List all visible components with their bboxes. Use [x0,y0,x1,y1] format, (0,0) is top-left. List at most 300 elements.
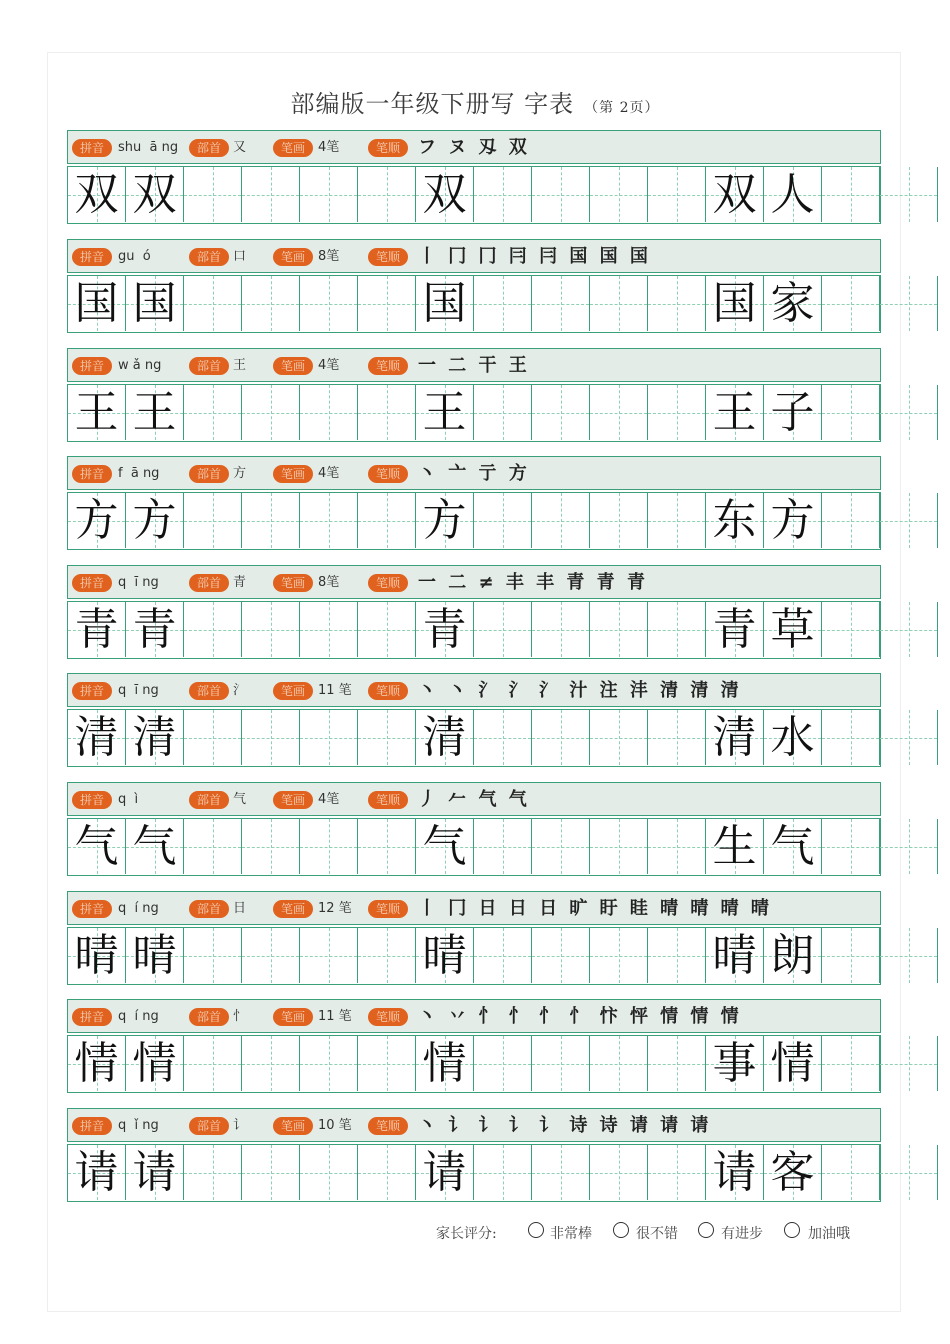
writing-cell[interactable] [880,602,938,657]
practice-character [300,819,357,874]
practice-character: 清 [74,712,119,763]
writing-cell[interactable] [300,493,358,548]
practice-character [880,819,937,874]
writing-cell[interactable] [242,493,300,548]
writing-cell[interactable] [126,493,184,548]
writing-cell[interactable] [242,602,300,657]
practice-character [184,385,241,440]
writing-cell[interactable] [648,385,706,440]
practice-character [590,1036,647,1091]
strokes-value: 11 笔 [318,1009,352,1024]
practice-character [822,385,879,440]
practice-character [822,167,879,222]
practice-character [358,1036,415,1091]
writing-cell[interactable] [184,710,242,765]
writing-cell[interactable] [648,167,706,222]
writing-cell[interactable] [300,167,358,222]
practice-character [184,602,241,657]
writing-grid [67,1035,881,1093]
writing-cell[interactable] [126,928,184,983]
writing-cell[interactable] [68,167,126,222]
writing-cell[interactable] [416,819,474,874]
radical-badge: 部首 [189,682,229,700]
writing-cell[interactable] [764,928,822,983]
strokes-badge: 笔画 [273,1117,313,1135]
writing-cell[interactable] [822,602,880,657]
practice-character: 双 [422,169,467,220]
writing-cell[interactable] [822,1036,880,1091]
writing-cell[interactable] [242,1145,300,1200]
practice-character [532,276,589,331]
practice-character: 国 [74,278,119,329]
info-header [67,348,881,382]
pinyin-value: q ǐ ng [118,1118,159,1133]
practice-character [590,710,647,765]
page-number-note: （第 2页） [584,100,660,116]
practice-character [358,602,415,657]
writing-cell[interactable] [474,1036,532,1091]
writing-cell[interactable] [706,602,764,657]
writing-cell[interactable] [358,928,416,983]
pinyin-badge: 拼音 [72,357,112,375]
radical-value: 青 [233,575,247,590]
strokes-badge: 笔画 [273,465,313,483]
strokes-value: 4笔 [318,792,340,807]
writing-cell[interactable] [358,167,416,222]
writing-cell[interactable] [822,819,880,874]
pinyin-value: q í ng [118,901,159,916]
writing-cell[interactable] [532,928,590,983]
writing-cell[interactable] [126,1145,184,1200]
writing-cell[interactable] [416,928,474,983]
writing-cell[interactable] [358,602,416,657]
radical-value: 忄 [233,1009,247,1024]
writing-cell[interactable] [648,602,706,657]
writing-cell[interactable] [822,493,880,548]
practice-character [648,1036,705,1091]
writing-cell[interactable] [416,1145,474,1200]
practice-character [242,928,299,983]
practice-character: 方 [74,495,119,546]
writing-cell[interactable] [880,819,938,874]
writing-cell[interactable] [416,493,474,548]
writing-cell[interactable] [416,167,474,222]
practice-character [474,167,531,222]
practice-character: 清 [422,712,467,763]
practice-character [300,710,357,765]
writing-cell[interactable] [880,710,938,765]
practice-character [532,602,589,657]
practice-character [880,928,937,983]
writing-cell[interactable] [880,493,938,548]
writing-cell[interactable] [184,1036,242,1091]
writing-cell[interactable] [822,928,880,983]
writing-cell[interactable] [706,167,764,222]
info-header [67,891,881,925]
writing-cell[interactable] [590,276,648,331]
practice-character [880,167,937,222]
practice-character [648,1145,705,1200]
writing-cell[interactable] [242,385,300,440]
writing-cell[interactable] [416,1036,474,1091]
writing-cell[interactable] [242,1036,300,1091]
writing-cell[interactable] [880,385,938,440]
practice-character [590,276,647,331]
character-block [67,891,881,985]
practice-character [648,928,705,983]
writing-cell[interactable] [184,385,242,440]
stroke-order: 丶 讠 讠 讠 讠 诗 诗 请 请 请 [418,1115,712,1136]
writing-cell[interactable] [648,493,706,548]
writing-cell[interactable] [68,710,126,765]
writing-cell[interactable] [532,167,590,222]
writing-cell[interactable] [822,276,880,331]
practice-character: 生 [712,821,757,872]
stroke-order: 丶 亠 亍 方 [418,463,530,484]
writing-cell[interactable] [300,602,358,657]
writing-cell[interactable] [68,819,126,874]
writing-cell[interactable] [532,1145,590,1200]
practice-character [532,385,589,440]
writing-cell[interactable] [242,167,300,222]
writing-cell[interactable] [764,710,822,765]
pinyin-badge: 拼音 [72,248,112,266]
radical-badge: 部首 [189,248,229,266]
writing-cell[interactable] [68,928,126,983]
writing-cell[interactable] [300,819,358,874]
practice-character [474,819,531,874]
writing-cell[interactable] [648,1145,706,1200]
writing-cell[interactable] [184,819,242,874]
practice-character: 气 [422,821,467,872]
writing-cell[interactable] [590,928,648,983]
writing-cell[interactable] [126,276,184,331]
practice-character [184,167,241,222]
character-block [67,130,881,224]
writing-cell[interactable] [590,167,648,222]
writing-cell[interactable] [706,928,764,983]
writing-cell[interactable] [184,1145,242,1200]
writing-cell[interactable] [706,1036,764,1091]
rating-radio-3[interactable] [698,1222,714,1238]
practice-character: 王 [422,387,467,438]
writing-cell[interactable] [880,167,938,222]
writing-cell[interactable] [184,493,242,548]
strokes-badge: 笔画 [273,139,313,157]
writing-cell[interactable] [68,602,126,657]
writing-cell[interactable] [68,493,126,548]
practice-character [184,819,241,874]
stroke-order: 一 二 干 王 [418,355,530,376]
stroke-order: 一 二 ≠ 丰 丰 青 青 青 [418,572,648,593]
writing-cell[interactable] [242,819,300,874]
writing-cell[interactable] [300,1145,358,1200]
practice-character [300,1145,357,1200]
writing-cell[interactable] [416,385,474,440]
writing-cell[interactable] [474,276,532,331]
practice-character: 事 [712,1038,757,1089]
practice-character [648,493,705,548]
writing-cell[interactable] [764,276,822,331]
writing-cell[interactable] [242,928,300,983]
practice-character [358,493,415,548]
stroke-order: 丨 冂 冂 冃 冃 国 国 国 [418,246,651,267]
practice-character: 情 [422,1038,467,1089]
writing-cell[interactable] [706,1145,764,1200]
order-badge: 笔顺 [368,357,408,375]
writing-cell[interactable] [648,819,706,874]
writing-cell[interactable] [822,385,880,440]
practice-character: 情 [770,1038,815,1089]
writing-cell[interactable] [358,1145,416,1200]
practice-character [532,167,589,222]
writing-cell[interactable] [474,1145,532,1200]
writing-cell[interactable] [184,602,242,657]
writing-cell[interactable] [590,602,648,657]
radical-value: 讠 [233,1118,247,1133]
writing-cell[interactable] [532,602,590,657]
writing-cell[interactable] [300,1036,358,1091]
writing-cell[interactable] [474,493,532,548]
writing-cell[interactable] [590,1036,648,1091]
writing-cell[interactable] [648,276,706,331]
practice-character [822,276,879,331]
practice-character [474,276,531,331]
writing-cell[interactable] [648,1036,706,1091]
strokes-value: 4笔 [318,140,340,155]
writing-cell[interactable] [358,385,416,440]
writing-cell[interactable] [822,710,880,765]
writing-cell[interactable] [358,276,416,331]
writing-cell[interactable] [706,385,764,440]
practice-character: 王 [132,387,177,438]
writing-cell[interactable] [358,710,416,765]
writing-cell[interactable] [706,819,764,874]
pinyin-badge: 拼音 [72,1117,112,1135]
practice-character [242,493,299,548]
radical-badge: 部首 [189,465,229,483]
writing-cell[interactable] [474,167,532,222]
writing-cell[interactable] [68,276,126,331]
writing-cell[interactable] [764,493,822,548]
practice-character: 情 [132,1038,177,1089]
writing-cell[interactable] [764,167,822,222]
writing-cell[interactable] [880,276,938,331]
writing-cell[interactable] [590,819,648,874]
writing-cell[interactable] [184,167,242,222]
writing-cell[interactable] [532,276,590,331]
writing-cell[interactable] [474,710,532,765]
practice-character: 请 [132,1147,177,1198]
stroke-order: 丶 丷 忄 忄 忄 忄 忭 怦 情 情 情 [418,1006,742,1027]
writing-cell[interactable] [68,1036,126,1091]
rating-radio-4[interactable] [784,1222,800,1238]
rating-radio-1[interactable] [528,1222,544,1238]
writing-cell[interactable] [416,602,474,657]
writing-cell[interactable] [300,710,358,765]
writing-cell[interactable] [532,819,590,874]
practice-character [532,928,589,983]
writing-cell[interactable] [300,276,358,331]
writing-cell[interactable] [300,928,358,983]
practice-character [880,1145,937,1200]
writing-cell[interactable] [416,276,474,331]
parent-rating-label: 家长评分: [436,1226,497,1242]
strokes-value: 4笔 [318,358,340,373]
strokes-value: 8笔 [318,249,340,264]
writing-cell[interactable] [126,710,184,765]
writing-cell[interactable] [358,819,416,874]
practice-character [300,1036,357,1091]
writing-cell[interactable] [532,710,590,765]
practice-character [648,276,705,331]
writing-cell[interactable] [532,1036,590,1091]
character-block [67,673,881,767]
pinyin-badge: 拼音 [72,791,112,809]
practice-character [590,819,647,874]
practice-character [532,710,589,765]
info-header [67,239,881,273]
writing-cell[interactable] [126,1036,184,1091]
practice-character: 晴 [712,930,757,981]
writing-cell[interactable] [126,602,184,657]
writing-cell[interactable] [764,602,822,657]
writing-cell[interactable] [648,928,706,983]
writing-cell[interactable] [532,385,590,440]
writing-cell[interactable] [68,1145,126,1200]
rating-radio-2[interactable] [613,1222,629,1238]
writing-cell[interactable] [474,819,532,874]
writing-cell[interactable] [416,710,474,765]
rating-option-4: 加油哦 [808,1226,850,1242]
practice-character: 东 [712,495,757,546]
info-header [67,456,881,490]
practice-character: 晴 [74,930,119,981]
writing-grid [67,166,881,224]
writing-grid [67,492,881,550]
writing-cell[interactable] [880,1145,938,1200]
practice-character: 气 [770,821,815,872]
writing-cell[interactable] [358,1036,416,1091]
radical-value: 日 [233,901,247,916]
practice-character [474,385,531,440]
practice-character: 青 [74,604,119,655]
writing-cell[interactable] [590,385,648,440]
practice-character [184,493,241,548]
writing-cell[interactable] [764,1036,822,1091]
writing-cell[interactable] [126,819,184,874]
practice-character: 草 [770,604,815,655]
writing-cell[interactable] [706,493,764,548]
practice-character [822,710,879,765]
writing-cell[interactable] [68,385,126,440]
writing-cell[interactable] [184,276,242,331]
practice-character [474,493,531,548]
strokes-value: 10 笔 [318,1118,352,1133]
strokes-value: 8笔 [318,575,340,590]
writing-cell[interactable] [648,710,706,765]
practice-character [590,928,647,983]
writing-cell[interactable] [880,1036,938,1091]
practice-character [358,819,415,874]
writing-cell[interactable] [706,710,764,765]
practice-character [590,167,647,222]
practice-character: 家 [770,278,815,329]
character-block [67,565,881,659]
writing-cell[interactable] [358,493,416,548]
practice-character [474,710,531,765]
writing-cell[interactable] [764,385,822,440]
writing-cell[interactable] [532,493,590,548]
order-badge: 笔顺 [368,465,408,483]
writing-cell[interactable] [590,1145,648,1200]
writing-cell[interactable] [126,385,184,440]
character-block [67,782,881,876]
radical-value: 王 [233,358,247,373]
writing-cell[interactable] [242,710,300,765]
practice-character [300,385,357,440]
writing-cell[interactable] [474,602,532,657]
writing-cell[interactable] [184,928,242,983]
pinyin-value: f ā ng [118,466,160,481]
writing-cell[interactable] [880,928,938,983]
writing-cell[interactable] [126,167,184,222]
strokes-badge: 笔画 [273,357,313,375]
writing-cell[interactable] [822,1145,880,1200]
practice-character [242,385,299,440]
practice-character: 朗 [770,930,815,981]
info-header [67,565,881,599]
radical-value: 氵 [233,683,247,698]
practice-character: 水 [770,712,815,763]
practice-character [474,928,531,983]
writing-cell[interactable] [706,276,764,331]
practice-character: 王 [74,387,119,438]
practice-character: 国 [422,278,467,329]
practice-character: 双 [132,169,177,220]
strokes-badge: 笔画 [273,1008,313,1026]
strokes-value: 4笔 [318,466,340,481]
radical-badge: 部首 [189,900,229,918]
writing-cell[interactable] [822,167,880,222]
writing-cell[interactable] [590,493,648,548]
radical-value: 口 [233,249,247,264]
writing-cell[interactable] [242,276,300,331]
practice-character [358,276,415,331]
strokes-badge: 笔画 [273,682,313,700]
pinyin-value: q ī ng [118,683,159,698]
practice-character: 晴 [422,930,467,981]
writing-cell[interactable] [474,385,532,440]
writing-cell[interactable] [764,819,822,874]
radical-value: 气 [233,792,247,807]
writing-cell[interactable] [590,710,648,765]
strokes-value: 11 笔 [318,683,352,698]
order-badge: 笔顺 [368,139,408,157]
writing-cell[interactable] [300,385,358,440]
writing-cell[interactable] [474,928,532,983]
order-badge: 笔顺 [368,248,408,266]
practice-character [880,493,937,548]
practice-character [532,493,589,548]
stroke-order: 丨 冂 日 日 日 旷 盱 眭 晴 晴 晴 晴 [418,898,772,919]
writing-cell[interactable] [764,1145,822,1200]
info-header [67,673,881,707]
practice-character: 气 [132,821,177,872]
practice-character [300,493,357,548]
info-header [67,130,881,164]
radical-badge: 部首 [189,1117,229,1135]
